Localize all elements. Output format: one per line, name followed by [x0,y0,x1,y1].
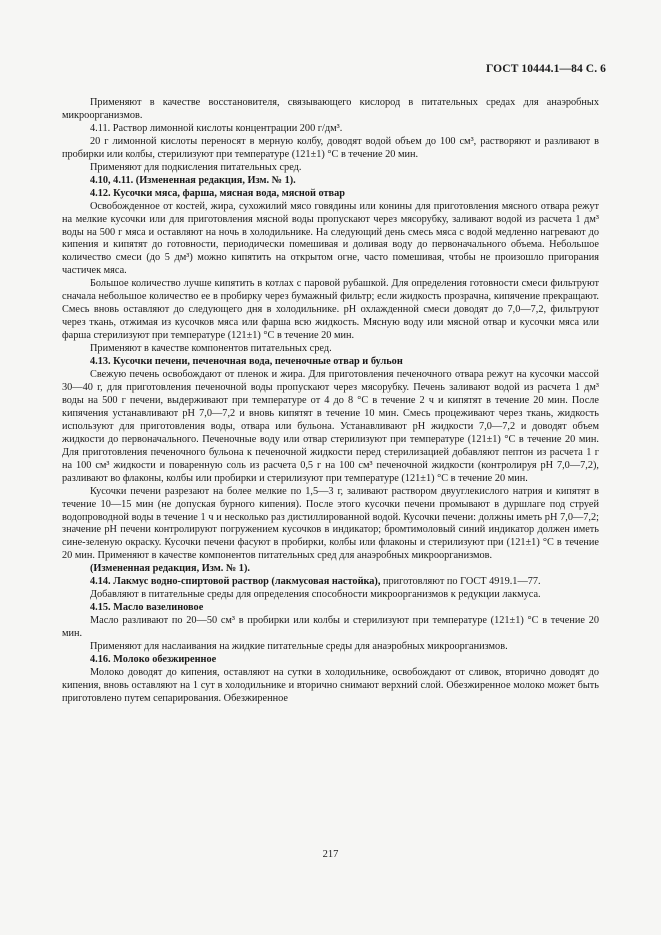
paragraph: 4.11. Раствор лимонной кислоты концентрации 200 г/дм³. [90,122,343,134]
document-body [62,97,599,706]
section-text: приготовляют по ГОСТ 4919.1—77. [380,576,541,588]
paragraph: Кусочки печени разрезают на более мелкие по 1,5—3 г, заливают раствором двууглекислого натрия и кипятят в течение 10—15 мин (не допуская бурного кипения). После этого кусочки печени промывают в дуршлаге под струей водопроводной воды в течение 1 ч и несколько раз дистиллированной водой. Кусочки печени: должны иметь рН 7,0—7,2; значение рН печени контролируют погружением кусочков в индикатор; бромтимоловый синий индикатор должен иметь сине-зеленую окраску. Кусочки печени фасуют в пробирки, колбы или флаконы и стерилизуют при (121±1) °С в течение 20 мин. Применяют в качестве компонентов питательных сред для анаэробных микроорганизмов. [62,485,599,562]
paragraph: Масло разливают по 20—50 см³ в пробирки или колбы и стерилизуют при температуре (121±1) °С в течение 20 мин. [62,615,599,640]
section-heading-4-15 [62,602,599,615]
paragraph: Добавляют в питательные среды для определения способности микроорганизмов к редукции лакмуса. [90,589,541,601]
paragraph: Большое количество лучше кипятить в котлах с паровой рубашкой. Для определения готовности смеси фильтруют сначала небольшое количество ее в пробирку через бумажный фильтр; если жидкость прозрачна, кипячение прекращают. Смесь вновь оставляют до следующего дня в холодильнике. рН охлажденной смеси доводят до 7,0—7,2, фильтруют через ткань, отжимая из кусочков мяса или фарша всю жидкость. Мясную воду или мясной отвар и кусочки мяса или фарша стерилизуют при температуре (121±1) °С в течение 20 мин. [62,278,599,342]
amendment-text: (Измененная редакция, Изм. № 1). [90,563,250,575]
paragraph: Применяют для подкисления питательных сред. [90,161,302,173]
section-heading-text: 4.13. Кусочки печени, печеночная вода, печеночные отвар и бульон [90,356,403,368]
amendment-text: 4.10, 4.11. (Измененная редакция, Изм. № 1). [90,174,296,186]
section-heading-text: 4.12. Кусочки мяса, фарша, мясная вода, мясной отвар [90,187,345,199]
section-heading-text: 4.16. Молоко обезжиренное [90,653,217,665]
section-heading-text: 4.14. Лакмус водно-спиртовой раствор (лакмусовая настойка), [90,576,381,588]
page-number: 217 [322,849,339,860]
page-header: ГОСТ 10444.1—84 С. 6 [485,63,606,75]
section-heading-4-16 [62,654,599,667]
paragraph: Применяют в качестве восстановителя, связывающего кислород в питательных средах для анаэробных микроорганизмов. [62,97,599,121]
paragraph: Применяют для наслаивания на жидкие питательные среды для анаэробных микроорганизмов. [90,641,508,653]
section-heading-4-12 [62,188,599,201]
section-4-14 [62,576,599,589]
paragraph: Освобожденное от костей, жира, сухожилий мясо говядины или конины для приготовления мясного отвара режут на мелкие кусочки или для приготовления мясной воды пропускают через мясорубку, заливают водой из расчета 1 дм³ воды на 500 г мяса и оставляют на ночь в холодильнике. На следующий день смесь мяса с водой медленно нагревают до кипения и кипятят до готовности, периодически помешивая и доливая воду до первоначального объема. Небольшое количество смеси (до 5 дм³) можно кипятить на открытом огне, часто помешивая, чтобы не произошло пригорания частичек мяса. [62,200,599,277]
amendment-note [62,175,599,188]
paragraph: 20 г лимонной кислоты переносят в мерную колбу, доводят водой объем до 100 см³, растворяют и разливают в пробирки или колбы, стерилизуют при температуре (121±1) °С в течение 20 мин. [62,135,599,160]
section-heading-text: 4.15. Масло вазелиновое [90,602,204,614]
amendment-note [62,563,599,576]
paragraph: Молоко доводят до кипения, оставляют на сутки в холодильнике, освобождают от сливок, вторично доводят до кипения, вновь оставляют на 1 сут в холодильнике и вторично снимают верхний слой. Обезжиренное молоко может быть приготовлено путем сепарирования. Обезжиренное [62,666,599,704]
section-heading-4-13 [62,356,599,369]
paragraph: Применяют в качестве компонентов питательных сред. [90,343,332,355]
paragraph: Свежую печень освобождают от пленок и жира. Для приготовления печеночного отвара режут на кусочки массой 30—40 г, для приготовления печеночной воды пропускают через мясорубку. Печень заливают водой из расчета 1 дм³ воды на 500 г печени, выдерживают при температуре от 4 до 8 °С в течение 2 ч и кипятят в течение 20 мин. После кипячения устанавливают рН 7,0—7,2 и вновь кипятят в течение 10 мин. Смесь процеживают через ткань, жидкость используют для приготовления воды, отвара или бульона. Устанавливают рН жидкости 7,0—7,2 и доводят объем жидкости до первоначального. Печеночные воду или отвар стерилизуют при температуре (121±1) °С в течение 20 мин. Для приготовления печеночного бульона к печеночной жидкости перед стерилизацией добавляют пептон из расчета 1 г на 100 см³ жидкости и поваренную соль из расчета 0,5 г на 100 см³ печеночной жидкости (контролируя рН 7,0—7,2), разливают во флаконы, колбы или пробирки и стерилизуют при температуре (121±1) °С в течение 20 мин. [62,369,599,484]
